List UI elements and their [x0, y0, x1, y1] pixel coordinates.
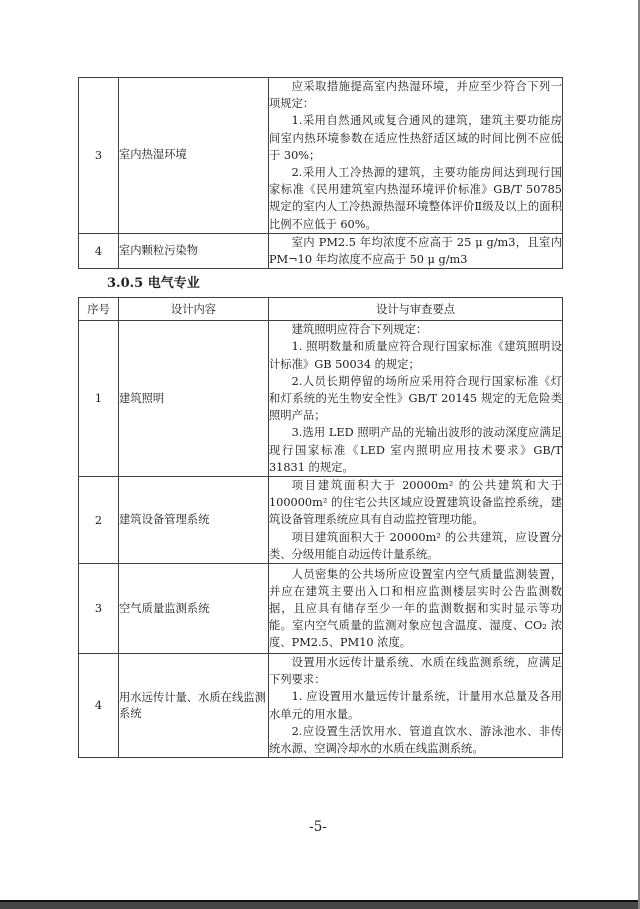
document-page	[78, 77, 562, 758]
row-seq: 4	[79, 233, 119, 268]
review-point: 2.应设置生活饮用水、管道直饮水、游泳池水、非传统水源、空调冷却水的水质在线监测系统。	[269, 724, 562, 756]
row-design-content: 建筑设备管理系统	[119, 477, 269, 564]
row-seq: 2	[79, 477, 119, 564]
column-header-review-points: 设计与审查要点	[269, 298, 563, 321]
table-row	[79, 477, 563, 564]
indoor-environment-review-table	[78, 77, 563, 269]
review-point: 1. 照明数量和质量应符合现行国家标准《建筑照明设计标准》GB 50034 的规定；	[269, 340, 562, 371]
review-point: 人员密集的公共场所应设置室内空气质量监测装置，并应在建筑主要出入口和相应监测楼层实时公告监测数据，且应具有储存至少一年的监测数据和实时显示等功能。室内空气质量的监测对象应包含温度、湿度、CO₂ 浓度、PM2.5、PM10 浓度。	[269, 567, 562, 650]
table-row	[79, 78, 563, 234]
review-point: 应采取措施提高室内热湿环境，并应至少符合下列一项规定：	[269, 80, 562, 111]
row-seq: 4	[79, 654, 119, 758]
scan-edge-bottom	[0, 900, 640, 909]
review-point: 2.人员长期停留的场所应采用符合现行国家标准《灯和灯系统的光生物安全性》GB/T 20145 规定的无危险类照明产品；	[269, 374, 562, 423]
row-review-points	[269, 477, 563, 564]
section-heading: 3.0.5 电气专业	[107, 276, 200, 292]
column-header-design-content: 设计内容	[119, 298, 269, 321]
row-review-points	[269, 564, 563, 654]
review-point: 2.采用人工冷热源的建筑，主要功能房间达到现行国家标准《民用建筑室内热湿环境评价标准》GB/T 50785 规定的室内人工冷热源热湿环境整体评价Ⅱ级及以上的面积比例不应低于 60%。	[269, 166, 562, 231]
page-number: -5-	[309, 819, 327, 835]
review-point: 设置用水远传计量系统、水质在线监测系统，应满足下列要求：	[269, 656, 562, 687]
row-review-points	[269, 321, 563, 477]
row-design-content: 用水远传计量、水质在线监测系统	[119, 654, 269, 758]
row-review-points	[269, 233, 563, 268]
table-row	[79, 564, 563, 654]
review-point: 项目建筑面积大于 20000m² 的公共建筑，应设置分类、分级用能自动远传计量系统。	[269, 530, 562, 561]
row-design-content: 室内颗粒污染物	[119, 233, 269, 268]
table-row	[79, 654, 563, 758]
review-point: 1. 应设置用水量远传计量系统，计量用水总量及各用水单元的用水量。	[269, 690, 562, 721]
electrical-review-table	[78, 297, 563, 758]
row-review-points	[269, 78, 563, 234]
table-row	[79, 321, 563, 477]
row-seq: 3	[79, 564, 119, 654]
review-point: 建筑照明应符合下列规定：	[291, 323, 428, 337]
review-point: 室内 PM2.5 年均浓度不应高于 25 μ g/m3，且室内 PM¬10 年均浓度不应高于 50 μ g/m3	[269, 235, 562, 267]
table-row	[79, 233, 563, 268]
review-point: 项目建筑面积大于 20000m² 的公共建筑和大于 100000m² 的住宅公共区域应设置建筑设备监控系统，建筑设备管理系统应具有自动监控管理功能。	[269, 479, 562, 527]
column-header-seq: 序号	[79, 298, 119, 321]
row-design-content: 空气质量监测系统	[119, 564, 269, 654]
table-header-row	[79, 298, 563, 321]
review-point: 1.采用自然通风或复合通风的建筑，建筑主要功能房间室内热环境参数在适应性热舒适区域的时间比例不应低于 30%；	[269, 114, 562, 162]
row-seq: 1	[79, 321, 119, 477]
row-review-points	[269, 654, 563, 758]
row-design-content: 建筑照明	[119, 321, 269, 477]
review-point: 3.选用 LED 照明产品的光输出波形的波动深度应满足现行国家标准《LED 室内照明应用技术要求》GB/T 31831 的规定。	[269, 426, 562, 474]
row-seq: 3	[79, 78, 119, 234]
row-design-content: 室内热湿环境	[119, 78, 269, 234]
